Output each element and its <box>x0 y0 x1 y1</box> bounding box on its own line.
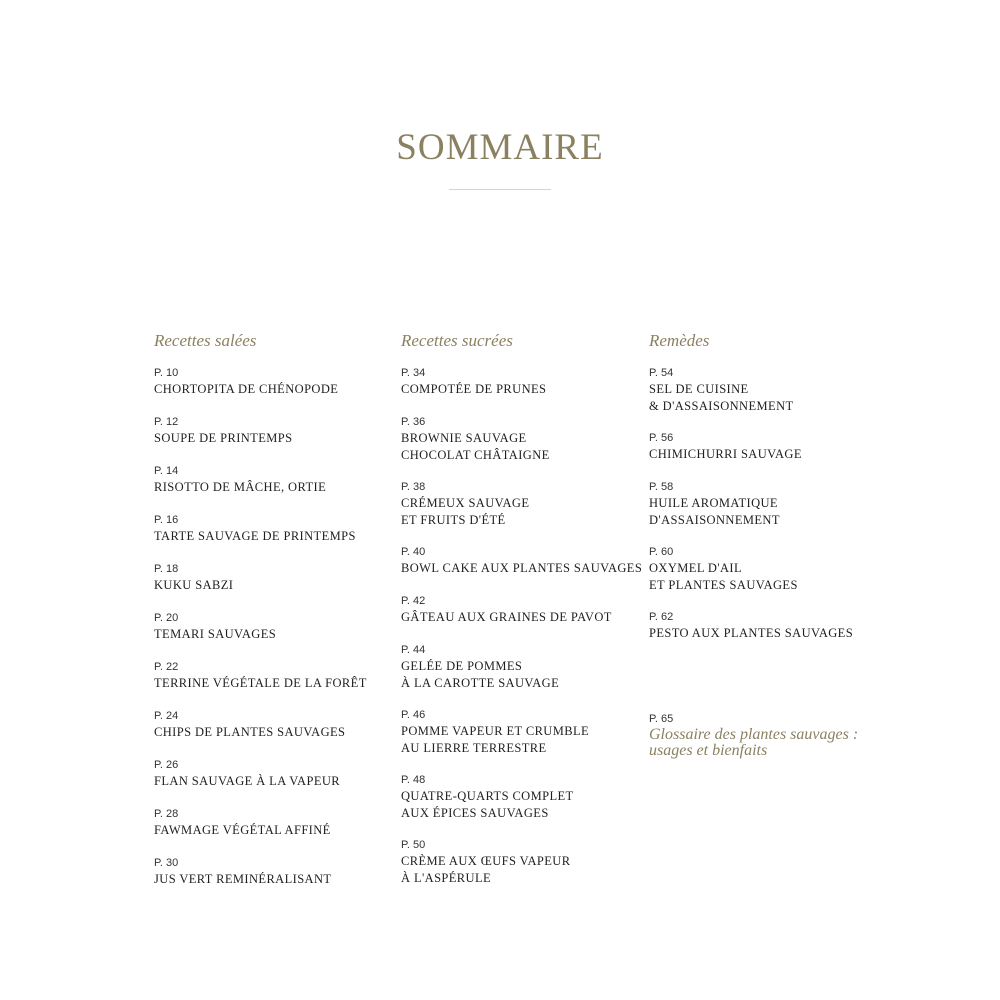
page-number: P. 30 <box>154 857 179 869</box>
page-number: P. 42 <box>401 595 426 607</box>
entry-title-line-2: CHOCOLAT CHÂTAIGNE <box>401 447 550 462</box>
title-divider <box>449 189 551 190</box>
page-number: P. 50 <box>401 839 426 851</box>
entry-title: CRÈME AUX ŒUFS VAPEUR <box>401 854 571 868</box>
entry-title-line-2: AU LIERRE TERRESTRE <box>401 740 547 755</box>
page-number: P. 26 <box>154 759 179 771</box>
toc-entry <box>154 856 399 905</box>
entry-title-line-2: À L'ASPÉRULE <box>401 870 492 885</box>
entry-title-line-2: ET PLANTES SAUVAGES <box>649 577 798 592</box>
toc-entry <box>154 464 399 513</box>
entry-title: HUILE AROMATIQUE <box>649 496 778 510</box>
entry-title: GELÉE DE POMMES <box>401 659 523 673</box>
page-number: P. 40 <box>401 546 426 558</box>
entry-title: BOWL CAKE AUX PLANTES SAUVAGES <box>401 561 643 575</box>
entry-title: QUATRE-QUARTS COMPLET <box>401 789 574 803</box>
page-number: P. 46 <box>401 709 426 721</box>
toc-entry <box>401 773 646 838</box>
toc-entry <box>154 709 399 758</box>
toc-entry <box>154 366 399 415</box>
toc-entry <box>154 513 399 562</box>
toc-entry <box>401 643 646 708</box>
toc-entry <box>154 562 399 611</box>
glossary-title: Glossaire des plantes sauvages : <box>649 726 859 743</box>
page-title: SOMMAIRE <box>396 127 604 168</box>
entry-title: POMME VAPEUR ET CRUMBLE <box>401 724 590 738</box>
entry-title: CHIMICHURRI SAUVAGE <box>649 447 802 461</box>
entry-title: KUKU SABZI <box>154 578 234 592</box>
entry-title-line-2: AUX ÉPICES SAUVAGES <box>401 805 549 820</box>
page-number: P. 14 <box>154 465 179 477</box>
glossary-title-line-2: usages et bienfaits <box>649 742 768 759</box>
page-number: P. 62 <box>649 611 674 623</box>
toc-entry <box>649 545 894 610</box>
toc-entry <box>401 594 646 643</box>
entry-title-line-2: À LA CAROTTE SAUVAGE <box>401 675 560 690</box>
toc-entry <box>154 807 399 856</box>
toc-entry <box>649 366 894 431</box>
entry-title: CHIPS DE PLANTES SAUVAGES <box>154 725 346 739</box>
section-heading-remedes: Remèdes <box>649 331 710 350</box>
page-number: P. 65 <box>649 713 674 725</box>
column-recettes-salees <box>154 330 399 905</box>
entry-title: OXYMEL D'AIL <box>649 561 743 575</box>
page-number: P. 60 <box>649 546 674 558</box>
column-recettes-sucrees <box>401 330 646 903</box>
entry-title: PESTO AUX PLANTES SAUVAGES <box>649 626 854 640</box>
page-number: P. 18 <box>154 563 179 575</box>
page-number: P. 24 <box>154 710 179 722</box>
entry-title-line-2: D'ASSAISONNEMENT <box>649 512 780 527</box>
page-number: P. 16 <box>154 514 179 526</box>
toc-entry <box>401 708 646 773</box>
toc-entry <box>154 611 399 660</box>
entry-title-line-2: & D'ASSAISONNEMENT <box>649 398 794 413</box>
toc-entry <box>401 838 646 903</box>
section-heading-recettes-sucrees: Recettes sucrées <box>401 331 513 350</box>
entry-title: CHORTOPITA DE CHÉNOPODE <box>154 382 339 396</box>
toc-entry <box>401 415 646 480</box>
toc-entry <box>401 366 646 415</box>
entry-title: RISOTTO DE MÂCHE, ORTIE <box>154 480 327 494</box>
toc-entry <box>401 480 646 545</box>
toc-entry <box>154 415 399 464</box>
entry-title: BROWNIE SAUVAGE <box>401 431 527 445</box>
page-number: P. 28 <box>154 808 179 820</box>
entry-title: FAWMAGE VÉGÉTAL AFFINÉ <box>154 823 331 837</box>
page-number: P. 34 <box>401 367 426 379</box>
entry-title: TEMARI SAUVAGES <box>154 627 277 641</box>
page-number: P. 44 <box>401 644 426 656</box>
entry-title: CRÉMEUX SAUVAGE <box>401 496 530 510</box>
entry-title: SOUPE DE PRINTEMPS <box>154 431 293 445</box>
page-number: P. 54 <box>649 367 674 379</box>
entry-title-line-2: ET FRUITS D'ÉTÉ <box>401 512 506 527</box>
entry-title: FLAN SAUVAGE À LA VAPEUR <box>154 774 341 788</box>
page-number: P. 48 <box>401 774 426 786</box>
page-number: P. 10 <box>154 367 179 379</box>
page-number: P. 38 <box>401 481 426 493</box>
toc-entry <box>649 610 894 659</box>
entry-title: JUS VERT REMINÉRALISANT <box>154 872 332 886</box>
column-remedes <box>649 330 894 659</box>
toc-entry <box>154 758 399 807</box>
entry-title: SEL DE CUISINE <box>649 382 749 396</box>
page-number: P. 22 <box>154 661 179 673</box>
page-number: P. 12 <box>154 416 179 428</box>
page-number: P. 20 <box>154 612 179 624</box>
entry-title: TARTE SAUVAGE DE PRINTEMPS <box>154 529 356 543</box>
toc-entry <box>401 545 646 594</box>
toc-entry <box>649 431 894 480</box>
section-heading-recettes-salees: Recettes salées <box>154 331 257 350</box>
page-number: P. 36 <box>401 416 426 428</box>
page-number: P. 56 <box>649 432 674 444</box>
entry-title: COMPOTÉE DE PRUNES <box>401 382 547 396</box>
page-number: P. 58 <box>649 481 674 493</box>
entry-title: GÂTEAU AUX GRAINES DE PAVOT <box>401 610 612 624</box>
toc-entry <box>154 660 399 709</box>
toc-entry <box>649 480 894 545</box>
entry-title: TERRINE VÉGÉTALE DE LA FORÊT <box>154 676 367 690</box>
glossary-entry <box>649 712 909 759</box>
